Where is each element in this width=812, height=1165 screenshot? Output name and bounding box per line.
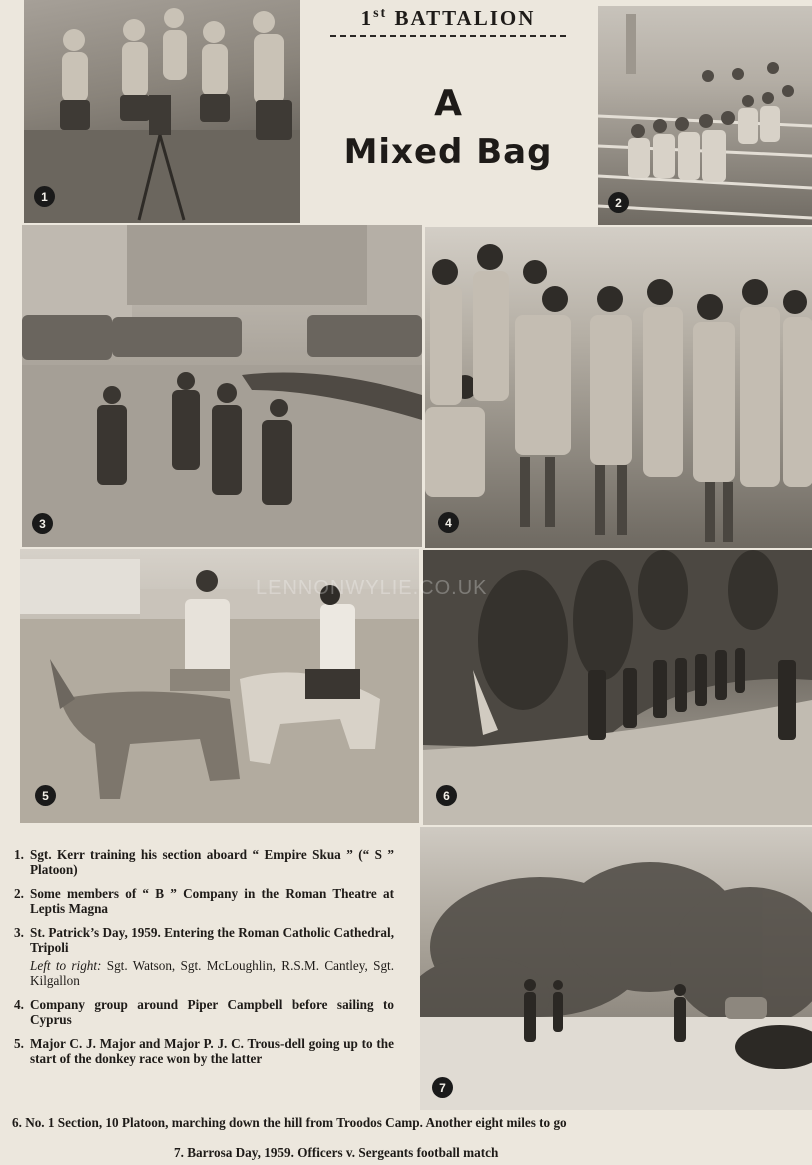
- photo-number-badge: 4: [438, 512, 459, 533]
- caption-2: 2. Some members of “ B ” Company in the Roman Theatre at Leptis Magna: [14, 886, 394, 916]
- caption-4: 4. Company group around Piper Campbell before sailing to Cyprus: [14, 997, 394, 1027]
- photo-3-scene: [22, 225, 422, 547]
- caption-6: 6. No. 1 Section, 10 Platoon, marching down the hill from Troodos Camp. Another eight miles to go: [12, 1115, 567, 1130]
- caption-7: 7. Barrosa Day, 1959. Officers v. Sergeants football match: [174, 1145, 499, 1160]
- watermark: LENNONWYLIE.CO.UK: [256, 577, 488, 599]
- photo-3: [22, 225, 422, 547]
- photo-7: [420, 827, 812, 1110]
- photo-number-badge: 7: [432, 1077, 453, 1098]
- caption-3: 3. St. Patrick’s Day, 1959. Entering the Roman Catholic Cathedral, Tripoli Left to right: Sgt. Watson, Sgt. McLoughlin, R.S.M. Cantley, Sgt. Kilgallon: [14, 925, 394, 988]
- photo-number-badge: 2: [608, 192, 629, 213]
- photo-1: [24, 0, 300, 223]
- photo-number-badge: 6: [436, 785, 457, 806]
- caption-3-names: Left to right: Sgt. Watson, Sgt. McLoughlin, R.S.M. Cantley, Sgt. Kilgallon: [30, 958, 394, 988]
- photo-4-scene: [425, 227, 812, 548]
- photo-2-scene: [598, 6, 812, 225]
- title-block: [300, 0, 596, 225]
- photo-4: [425, 227, 812, 548]
- battalion-heading: 1st BATTALION: [360, 6, 536, 30]
- caption-5: 5. Major C. J. Major and Major P. J. C. Trous-dell going up to the start of the donkey race won by the latter: [14, 1036, 394, 1066]
- title-line-1: A: [434, 83, 462, 124]
- photo-number-badge: 3: [32, 513, 53, 534]
- captions-list: [14, 847, 394, 1075]
- title-line-2: Mixed Bag: [343, 132, 553, 172]
- photo-7-scene: [420, 827, 812, 1110]
- photo-number-badge: 1: [34, 186, 55, 207]
- heading-divider: [330, 35, 566, 37]
- photo-number-badge: 5: [35, 785, 56, 806]
- caption-1: 1. Sgt. Kerr training his section aboard “ Empire Skua ” (“ S ” Platoon): [14, 847, 394, 877]
- photo-2: [598, 6, 812, 225]
- photo-1-scene: [24, 0, 300, 223]
